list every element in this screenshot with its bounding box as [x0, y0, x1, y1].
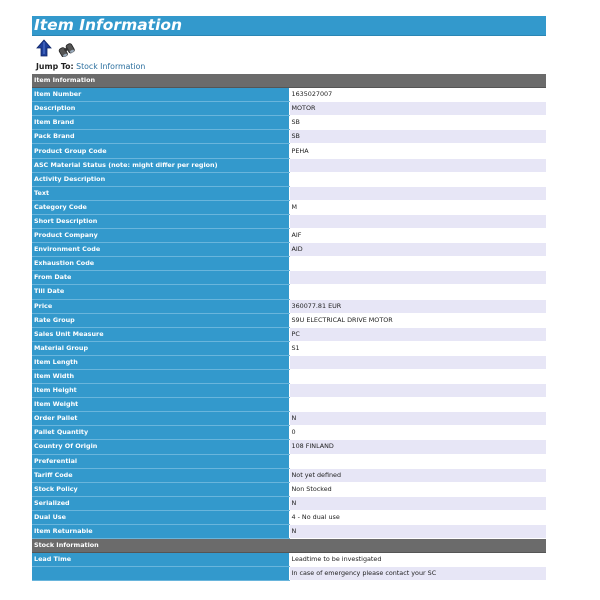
table-row: [32, 553, 546, 567]
field-value-short-description: [289, 214, 546, 228]
table-row: [32, 355, 546, 369]
field-label-price: Price: [32, 299, 289, 313]
field-label-tariff-code: Tariff Code: [32, 468, 289, 482]
arrow-up-icon[interactable]: [36, 39, 52, 61]
field-value-product-group-code: PEHA: [289, 144, 546, 158]
field-label-product-group-code: Product Group Code: [32, 144, 289, 158]
table-row: [32, 102, 546, 116]
table-row: [32, 567, 546, 581]
field-label-dual-use: Dual Use: [32, 510, 289, 524]
field-value-description: MOTOR: [289, 102, 546, 116]
section-header-text: Stock Information: [32, 539, 546, 553]
field-value-from-date: [289, 271, 546, 285]
table-row: [32, 327, 546, 341]
field-label-item-length: Item Length: [32, 355, 289, 369]
table-row: [32, 384, 546, 398]
field-label-pack-brand: Pack Brand: [32, 130, 289, 144]
field-value-country-of-origin: 108 FINLAND: [289, 440, 546, 454]
field-label-exhaustion-code: Exhaustion Code: [32, 257, 289, 271]
table-row: [32, 130, 546, 144]
field-label-sales-unit-measure: Sales Unit Measure: [32, 327, 289, 341]
table-row: [32, 412, 546, 426]
field-label-category-code: Category Code: [32, 200, 289, 214]
table-row: [32, 88, 546, 102]
field-label-environment-code: Environment Code: [32, 243, 289, 257]
table-row: [32, 369, 546, 383]
field-value-asc-material-status: [289, 158, 546, 172]
field-value-lead-time: Leadtime to be investigated: [289, 553, 546, 567]
field-value-category-code: M: [289, 200, 546, 214]
field-value-item-width: [289, 369, 546, 383]
field-label-item-brand: Item Brand: [32, 116, 289, 130]
field-value-serialized: N: [289, 496, 546, 510]
table-row: [32, 525, 546, 539]
field-value-till-date: [289, 285, 546, 299]
table-row: [32, 341, 546, 355]
field-value-dual-use: 4 - No dual use: [289, 510, 546, 524]
field-value-text: [289, 186, 546, 200]
section-header-text: Item Information: [32, 74, 546, 88]
field-value-item-number: 1635027007: [289, 88, 546, 102]
table-row: [32, 172, 546, 186]
field-label-preferential: Preferential: [32, 454, 289, 468]
jump-to-bar: [32, 61, 546, 73]
field-label-lead-time: Lead Time: [32, 553, 289, 567]
table-row: [32, 243, 546, 257]
field-value-item-returnable: N: [289, 525, 546, 539]
section-header-item-information: [32, 74, 546, 88]
table-row: [32, 510, 546, 524]
page-title: Item Information: [34, 16, 183, 34]
table-row: [32, 454, 546, 468]
field-value-exhaustion-code: [289, 257, 546, 271]
table-row: [32, 468, 546, 482]
field-value-stock-policy: Non Stocked: [289, 482, 546, 496]
field-label-product-company: Product Company: [32, 229, 289, 243]
field-value-item-brand: SB: [289, 116, 546, 130]
field-value-item-weight: [289, 398, 546, 412]
field-label-description: Description: [32, 102, 289, 116]
table-row: [32, 398, 546, 412]
table-row: [32, 229, 546, 243]
table-row: [32, 299, 546, 313]
table-row: [32, 186, 546, 200]
table-row: [32, 482, 546, 496]
field-value-rate-group: S9U ELECTRICAL DRIVE MOTOR: [289, 313, 546, 327]
toolbar: [32, 43, 546, 61]
field-label-pallet-quantity: Pallet Quantity: [32, 426, 289, 440]
field-value-sales-unit-measure: PC: [289, 327, 546, 341]
item-information-page: [32, 16, 546, 581]
field-value-material-group: S1: [289, 341, 546, 355]
table-row: [32, 116, 546, 130]
title-bar: [32, 16, 546, 36]
field-label-short-description: Short Description: [32, 214, 289, 228]
field-value-price: 360077.81 EUR: [289, 299, 546, 313]
field-label-order-pallet: Order Pallet: [32, 412, 289, 426]
table-row: [32, 214, 546, 228]
field-value-item-length: [289, 355, 546, 369]
stock-information-link[interactable]: Stock Information: [76, 62, 146, 71]
field-label-country-of-origin: Country Of Origin: [32, 440, 289, 454]
field-label-till-date: Till Date: [32, 285, 289, 299]
field-label-item-returnable: Item Returnable: [32, 525, 289, 539]
table-row: [32, 496, 546, 510]
field-value-activity-description: [289, 172, 546, 186]
field-value-pack-brand: SB: [289, 130, 546, 144]
table-row: [32, 313, 546, 327]
binoculars-icon[interactable]: [57, 41, 75, 61]
table-row: [32, 440, 546, 454]
field-label-item-weight: Item Weight: [32, 398, 289, 412]
field-value-item-height: [289, 384, 546, 398]
field-value-preferential: [289, 454, 546, 468]
field-value-order-pallet: N: [289, 412, 546, 426]
field-value-environment-code: AID: [289, 243, 546, 257]
field-label-material-group: Material Group: [32, 341, 289, 355]
table-row: [32, 285, 546, 299]
field-label-item-number: Item Number: [32, 88, 289, 102]
section-header-stock-information: [32, 539, 546, 553]
field-label-rate-group: Rate Group: [32, 313, 289, 327]
field-label-from-date: From Date: [32, 271, 289, 285]
table-row: [32, 426, 546, 440]
field-label-asc-material-status: ASC Material Status (note: might differ per region): [32, 158, 289, 172]
field-label-serialized: Serialized: [32, 496, 289, 510]
field-label-item-width: Item Width: [32, 369, 289, 383]
field-value-product-company: AIF: [289, 229, 546, 243]
table-row: [32, 271, 546, 285]
jump-to-label: Jump To:: [36, 62, 74, 71]
table-row: [32, 144, 546, 158]
field-label-activity-description: Activity Description: [32, 172, 289, 186]
item-information-table: [32, 74, 546, 581]
field-label-item-height: Item Height: [32, 384, 289, 398]
table-row: [32, 257, 546, 271]
field-label-text: Text: [32, 186, 289, 200]
field-label-stock-policy: Stock Policy: [32, 482, 289, 496]
field-value-tariff-code: Not yet defined: [289, 468, 546, 482]
field-label: [32, 567, 289, 581]
field-value-pallet-quantity: 0: [289, 426, 546, 440]
table-row: [32, 200, 546, 214]
field-value: In case of emergency please contact your SC: [289, 567, 546, 581]
table-row: [32, 158, 546, 172]
